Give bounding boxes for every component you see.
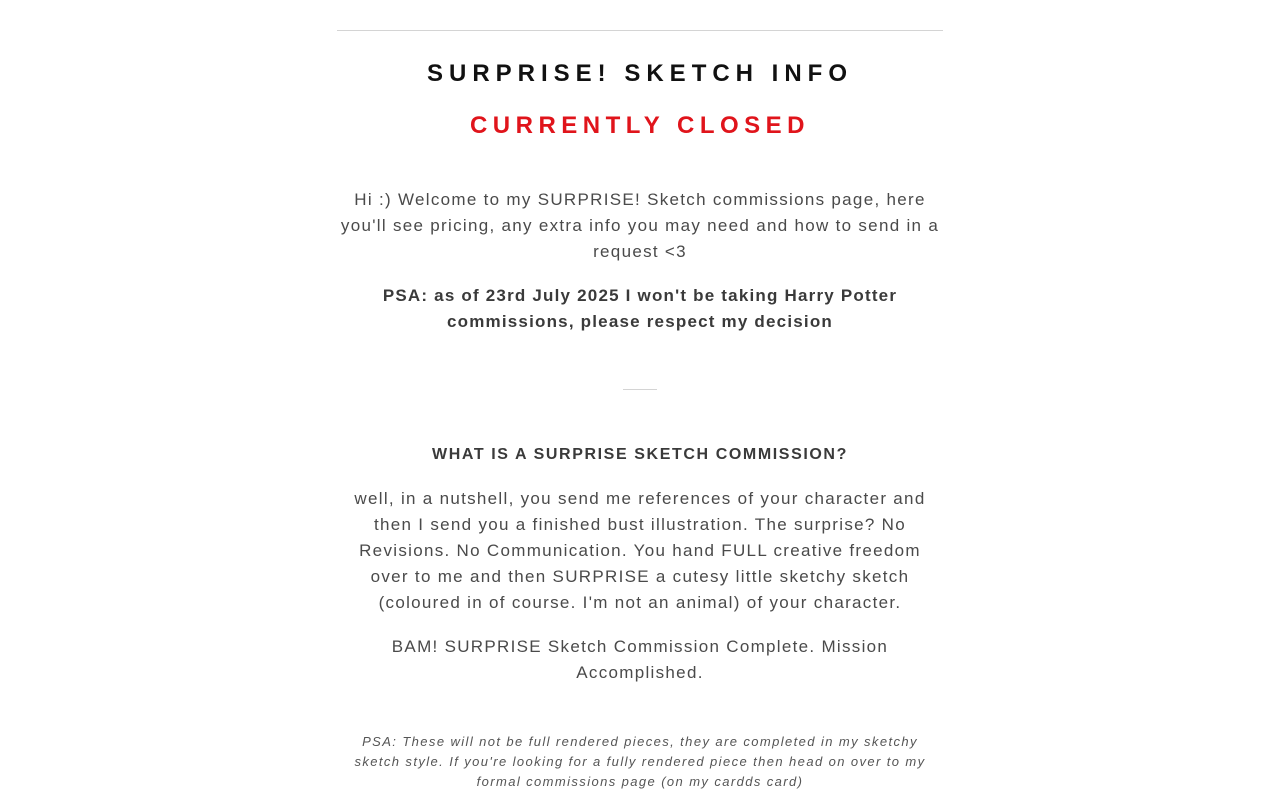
intro-paragraph: Hi :) Welcome to my SURPRISE! Sketch commissions page, here you'll see pricing, any extra info you may need and how to send in a request <3 xyxy=(340,190,940,261)
closing-paragraph: BAM! SURPRISE Sketch Commission Complete. Mission Accomplished. xyxy=(391,637,889,682)
description-paragraph: well, in a nutshell, you send me references of your character and then I send you a finished bust illustration. The surprise? No Revisions. No Communication. You hand FULL creative freedom over to me and then SURPRISE a cutesy little sketchy sketch (coloured in of course. I'm not an animal) of your character. xyxy=(354,489,926,612)
top-divider xyxy=(337,30,943,31)
status-banner: CURRENTLY CLOSED xyxy=(469,112,811,139)
psa-notice: PSA: as of 23rd July 2025 I won't be taking Harry Potter commissions, please respect my decision xyxy=(382,286,898,331)
section-heading: WHAT IS A SURPRISE SKETCH COMMISSION? xyxy=(432,446,848,463)
section-divider xyxy=(623,389,657,390)
footnote-psa: PSA: These will not be full rendered pieces, they are completed in my sketchy sketch style. If you're looking for a fully rendered piece then head on over to my formal commissions page (on my cardds card) xyxy=(354,734,926,789)
page-title: SURPRISE! SKETCH INFO xyxy=(426,60,854,87)
